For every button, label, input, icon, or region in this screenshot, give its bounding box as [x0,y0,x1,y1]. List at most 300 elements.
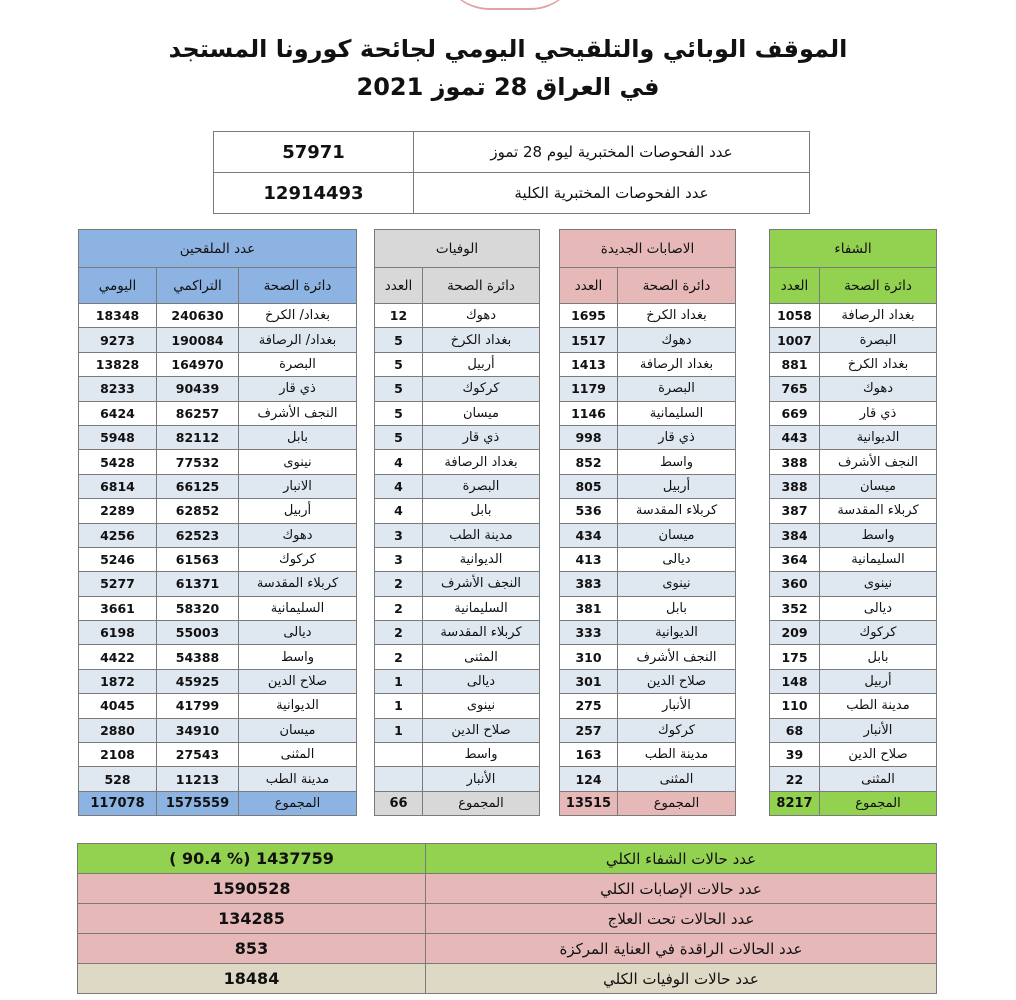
recoveries-title: الشفاء [770,230,937,268]
table-row [560,425,736,449]
count-value: 669 [770,401,820,425]
table-row [375,304,540,328]
table-row [375,401,540,425]
directorate-name: أربيل [423,352,540,376]
vaccinated-title-row [79,230,357,268]
new-cases-header-row [560,268,736,304]
daily-value: 4045 [79,694,157,718]
count-value: 124 [560,767,618,791]
table-row [770,669,937,693]
cumulative-value: 77532 [157,450,239,474]
cumulative-value: 41799 [157,694,239,718]
daily-value: 6424 [79,401,157,425]
summary-row [78,934,937,964]
table-row [375,328,540,352]
col-header-directorate: دائرة الصحة [239,268,357,304]
recoveries-title-row [770,230,937,268]
directorate-name: الديوانية [239,694,357,718]
directorate-name: مدينة الطب [618,743,736,767]
recoveries-header-row [770,268,937,304]
cumulative-value: 11213 [157,767,239,791]
daily-value: 528 [79,767,157,791]
daily-value: 5948 [79,425,157,449]
table-row [79,572,357,596]
directorate-name: الأنبار [820,718,937,742]
table-row [770,499,937,523]
directorate-name: ديالى [423,669,540,693]
logo-arc [440,0,580,10]
new-cases-table [559,229,736,816]
directorate-name: بغداد الكرخ [618,304,736,328]
cumulative-value: 62523 [157,523,239,547]
daily-value: 18348 [79,304,157,328]
directorate-name: البصرة [423,474,540,498]
directorate-name: السليمانية [618,401,736,425]
directorate-name: السليمانية [820,547,937,571]
daily-value: 5246 [79,547,157,571]
count-value: 381 [560,596,618,620]
table-row [79,499,357,523]
directorate-name: كركوك [239,547,357,571]
total-row [79,791,357,815]
summary-value: 853 [78,934,426,964]
table-row [79,450,357,474]
table-row [560,645,736,669]
directorate-name: كركوك [423,377,540,401]
summary-row [78,874,937,904]
count-value: 5 [375,401,423,425]
table-row [560,499,736,523]
count-value: 5 [375,352,423,376]
directorate-name: بابل [423,499,540,523]
table-row [375,743,540,767]
directorate-name: البصرة [618,377,736,401]
total-row [560,791,736,815]
count-value: 1 [375,718,423,742]
summary-label: عدد الحالات تحت العلاج [426,904,937,934]
count-value: 39 [770,743,820,767]
total-value: 13515 [560,791,618,815]
directorate-name: الديوانية [423,547,540,571]
cumulative-value: 240630 [157,304,239,328]
table-row [560,377,736,401]
tests-row-total [214,173,810,214]
new-cases-title-row [560,230,736,268]
directorate-name: بغداد الرصافة [618,352,736,376]
cumulative-value: 82112 [157,425,239,449]
directorate-name: ذي قار [820,401,937,425]
table-row [560,304,736,328]
directorate-name: نينوى [820,572,937,596]
directorate-name: بابل [239,425,357,449]
count-value: 5 [375,425,423,449]
title-line-2: في العراق 28 تموز 2021 [356,73,660,101]
directorate-name: الأنبار [423,767,540,791]
count-value: 4 [375,450,423,474]
count-value: 3 [375,547,423,571]
directorate-name: كربلاء المقدسة [423,621,540,645]
count-value: 852 [560,450,618,474]
col-header-count: العدد [560,268,618,304]
directorate-name: بغداد الكرخ [820,352,937,376]
directorate-name: كركوك [820,621,937,645]
count-value: 881 [770,352,820,376]
total-label: المجموع [618,791,736,815]
directorate-name: مدينة الطب [239,767,357,791]
total-label: المجموع [423,791,540,815]
table-row [375,596,540,620]
table-row [375,718,540,742]
table-row [79,743,357,767]
table-row [560,596,736,620]
table-row [770,694,937,718]
directorate-name: أربيل [820,669,937,693]
table-row [375,767,540,791]
tests-daily-value: 57971 [214,132,414,173]
count-value: 1 [375,669,423,693]
summary-row [78,844,937,874]
cumulative-value: 27543 [157,743,239,767]
total-cumulative: 1575559 [157,791,239,815]
summary-label: عدد الحالات الراقدة في العناية المركزة [426,934,937,964]
table-row [79,401,357,425]
cumulative-value: 45925 [157,669,239,693]
directorate-name: السليمانية [423,596,540,620]
table-row [375,621,540,645]
directorate-name: المثنى [239,743,357,767]
count-value: 148 [770,669,820,693]
count-value: 5 [375,328,423,352]
count-value: 384 [770,523,820,547]
col-header-count: العدد [375,268,423,304]
count-value: 1007 [770,328,820,352]
table-row [770,450,937,474]
table-row [770,328,937,352]
daily-value: 8233 [79,377,157,401]
directorate-name: نينوى [239,450,357,474]
table-row [79,767,357,791]
directorate-name: بغداد الرصافة [423,450,540,474]
vaccinated-header-row [79,268,357,304]
table-row [770,304,937,328]
total-row [375,791,540,815]
tests-row-daily [214,132,810,173]
total-daily: 117078 [79,791,157,815]
cumulative-value: 55003 [157,621,239,645]
summary-value: 18484 [78,964,426,994]
count-value: 2 [375,572,423,596]
table-row [79,547,357,571]
directorate-name: بابل [618,596,736,620]
daily-value: 5277 [79,572,157,596]
recoveries-table [769,229,937,816]
table-row [79,718,357,742]
table-row [375,694,540,718]
page-title [0,30,1016,106]
count-value: 1 [375,694,423,718]
directorate-name: ذي قار [423,425,540,449]
directorate-name: النجف الأشرف [618,645,736,669]
cumulative-value: 61371 [157,572,239,596]
table-row [770,572,937,596]
directorate-name: صلاح الدين [820,743,937,767]
directorate-name: النجف الأشرف [239,401,357,425]
daily-value: 4422 [79,645,157,669]
table-row [560,450,736,474]
cumulative-value: 66125 [157,474,239,498]
count-value: 163 [560,743,618,767]
count-value: 998 [560,425,618,449]
directorate-name: واسط [820,523,937,547]
directorate-name: الديوانية [820,425,937,449]
count-value: 4 [375,474,423,498]
count-value: 434 [560,523,618,547]
directorate-name: نينوى [423,694,540,718]
table-row [560,474,736,498]
count-value: 2 [375,621,423,645]
cumulative-value: 61563 [157,547,239,571]
table-row [79,621,357,645]
col-header-directorate: دائرة الصحة [423,268,540,304]
directorate-name: واسط [239,645,357,669]
count-value: 413 [560,547,618,571]
daily-value: 2289 [79,499,157,523]
col-header-directorate: دائرة الصحة [618,268,736,304]
count-value: 805 [560,474,618,498]
directorate-name: ديالى [239,621,357,645]
new-cases-title: الاصابات الجديدة [560,230,736,268]
count-value: 1695 [560,304,618,328]
table-row [560,572,736,596]
table-row [375,377,540,401]
table-row [79,328,357,352]
count-value [375,743,423,767]
count-value: 1179 [560,377,618,401]
directorate-name: الديوانية [618,621,736,645]
count-value: 68 [770,718,820,742]
table-row [79,352,357,376]
table-row [560,718,736,742]
directorate-name: الانبار [239,474,357,498]
title-line-1: الموقف الوبائي والتلقيحي اليومي لجائحة كورونا المستجد [168,35,848,63]
count-value: 275 [560,694,618,718]
table-row [79,645,357,669]
col-header-directorate: دائرة الصحة [820,268,937,304]
directorate-name: كركوك [618,718,736,742]
directorate-name: بغداد الرصافة [820,304,937,328]
count-value: 310 [560,645,618,669]
directorate-name: ذي قار [618,425,736,449]
table-row [560,621,736,645]
count-value: 383 [560,572,618,596]
table-row [560,669,736,693]
table-row [770,767,937,791]
tests-total-value: 12914493 [214,173,414,214]
table-row [560,328,736,352]
tests-daily-label: عدد الفحوصات المختبرية ليوم 28 تموز [414,132,810,173]
table-row [770,523,937,547]
directorate-name: بغداد/ الكرخ [239,304,357,328]
col-header-count: العدد [770,268,820,304]
count-value: 388 [770,450,820,474]
directorate-name: واسط [423,743,540,767]
daily-value: 9273 [79,328,157,352]
directorate-name: دهوك [618,328,736,352]
directorate-name: ديالى [618,547,736,571]
table-row [79,596,357,620]
table-row [770,547,937,571]
total-row [770,791,937,815]
count-value: 443 [770,425,820,449]
directorate-name: صلاح الدين [618,669,736,693]
count-value: 2 [375,596,423,620]
count-value: 110 [770,694,820,718]
table-row [770,621,937,645]
vaccinated-title: عدد الملقحين [79,230,357,268]
daily-value: 2880 [79,718,157,742]
table-row [375,645,540,669]
summary-value: 134285 [78,904,426,934]
count-value [375,767,423,791]
summary-table [77,843,937,994]
count-value: 4 [375,499,423,523]
table-row [770,352,937,376]
count-value: 1058 [770,304,820,328]
count-value: 22 [770,767,820,791]
table-row [375,572,540,596]
table-row [375,547,540,571]
table-row [560,523,736,547]
directorate-name: أربيل [239,499,357,523]
summary-value: 1590528 [78,874,426,904]
cumulative-value: 190084 [157,328,239,352]
table-row [375,352,540,376]
directorate-name: البصرة [820,328,937,352]
summary-label: عدد حالات الإصابات الكلي [426,874,937,904]
daily-value: 13828 [79,352,157,376]
count-value: 765 [770,377,820,401]
directorate-name: دهوك [239,523,357,547]
table-row [770,645,937,669]
count-value: 257 [560,718,618,742]
table-row [79,669,357,693]
directorate-name: كربلاء المقدسة [239,572,357,596]
cumulative-value: 58320 [157,596,239,620]
daily-value: 6198 [79,621,157,645]
total-label: المجموع [239,791,357,815]
count-value: 333 [560,621,618,645]
total-value: 66 [375,791,423,815]
directorate-name: البصرة [239,352,357,376]
table-row [375,669,540,693]
directorate-name: صلاح الدين [239,669,357,693]
col-header-cumulative: التراكمي [157,268,239,304]
count-value: 1517 [560,328,618,352]
directorate-name: المثنى [423,645,540,669]
directorate-name: كربلاء المقدسة [618,499,736,523]
directorate-name: السليمانية [239,596,357,620]
directorate-name: أربيل [618,474,736,498]
table-row [560,767,736,791]
count-value: 352 [770,596,820,620]
table-row [79,377,357,401]
cumulative-value: 164970 [157,352,239,376]
daily-value: 3661 [79,596,157,620]
table-row [560,547,736,571]
table-row [79,425,357,449]
deaths-table [374,229,540,816]
table-row [770,377,937,401]
summary-value: ( 90.4 %) 1437759 [78,844,426,874]
daily-value: 5428 [79,450,157,474]
cumulative-value: 62852 [157,499,239,523]
table-row [79,694,357,718]
summary-row [78,964,937,994]
directorate-name: بغداد الكرخ [423,328,540,352]
table-row [560,743,736,767]
table-row [560,352,736,376]
count-value: 360 [770,572,820,596]
count-value: 536 [560,499,618,523]
directorate-name: دهوك [820,377,937,401]
daily-value: 4256 [79,523,157,547]
count-value: 301 [560,669,618,693]
count-value: 2 [375,645,423,669]
daily-value: 2108 [79,743,157,767]
directorate-name: النجف الأشرف [820,450,937,474]
count-value: 1146 [560,401,618,425]
table-row [770,425,937,449]
cumulative-value: 34910 [157,718,239,742]
table-row [79,304,357,328]
count-value: 387 [770,499,820,523]
directorate-name: مدينة الطب [820,694,937,718]
table-row [770,596,937,620]
daily-value: 1872 [79,669,157,693]
tests-total-label: عدد الفحوصات المختبرية الكلية [414,173,810,214]
count-value: 388 [770,474,820,498]
directorate-name: صلاح الدين [423,718,540,742]
summary-row [78,904,937,934]
table-row [770,718,937,742]
directorate-name: المثنى [820,767,937,791]
col-header-daily: اليومي [79,268,157,304]
directorate-name: النجف الأشرف [423,572,540,596]
table-row [79,474,357,498]
count-value: 3 [375,523,423,547]
count-value: 364 [770,547,820,571]
directorate-name: ميسان [618,523,736,547]
table-row [375,474,540,498]
lab-tests-table [213,131,810,214]
directorate-name: بغداد/ الرصافة [239,328,357,352]
table-row [375,425,540,449]
table-row [375,499,540,523]
table-row [770,743,937,767]
table-row [79,523,357,547]
directorate-name: ديالى [820,596,937,620]
table-row [375,450,540,474]
total-value: 8217 [770,791,820,815]
directorate-name: الأنبار [618,694,736,718]
table-row [560,401,736,425]
total-label: المجموع [820,791,937,815]
table-row [375,523,540,547]
deaths-header-row [375,268,540,304]
directorate-name: ذي قار [239,377,357,401]
table-row [770,474,937,498]
directorate-name: ميسان [239,718,357,742]
